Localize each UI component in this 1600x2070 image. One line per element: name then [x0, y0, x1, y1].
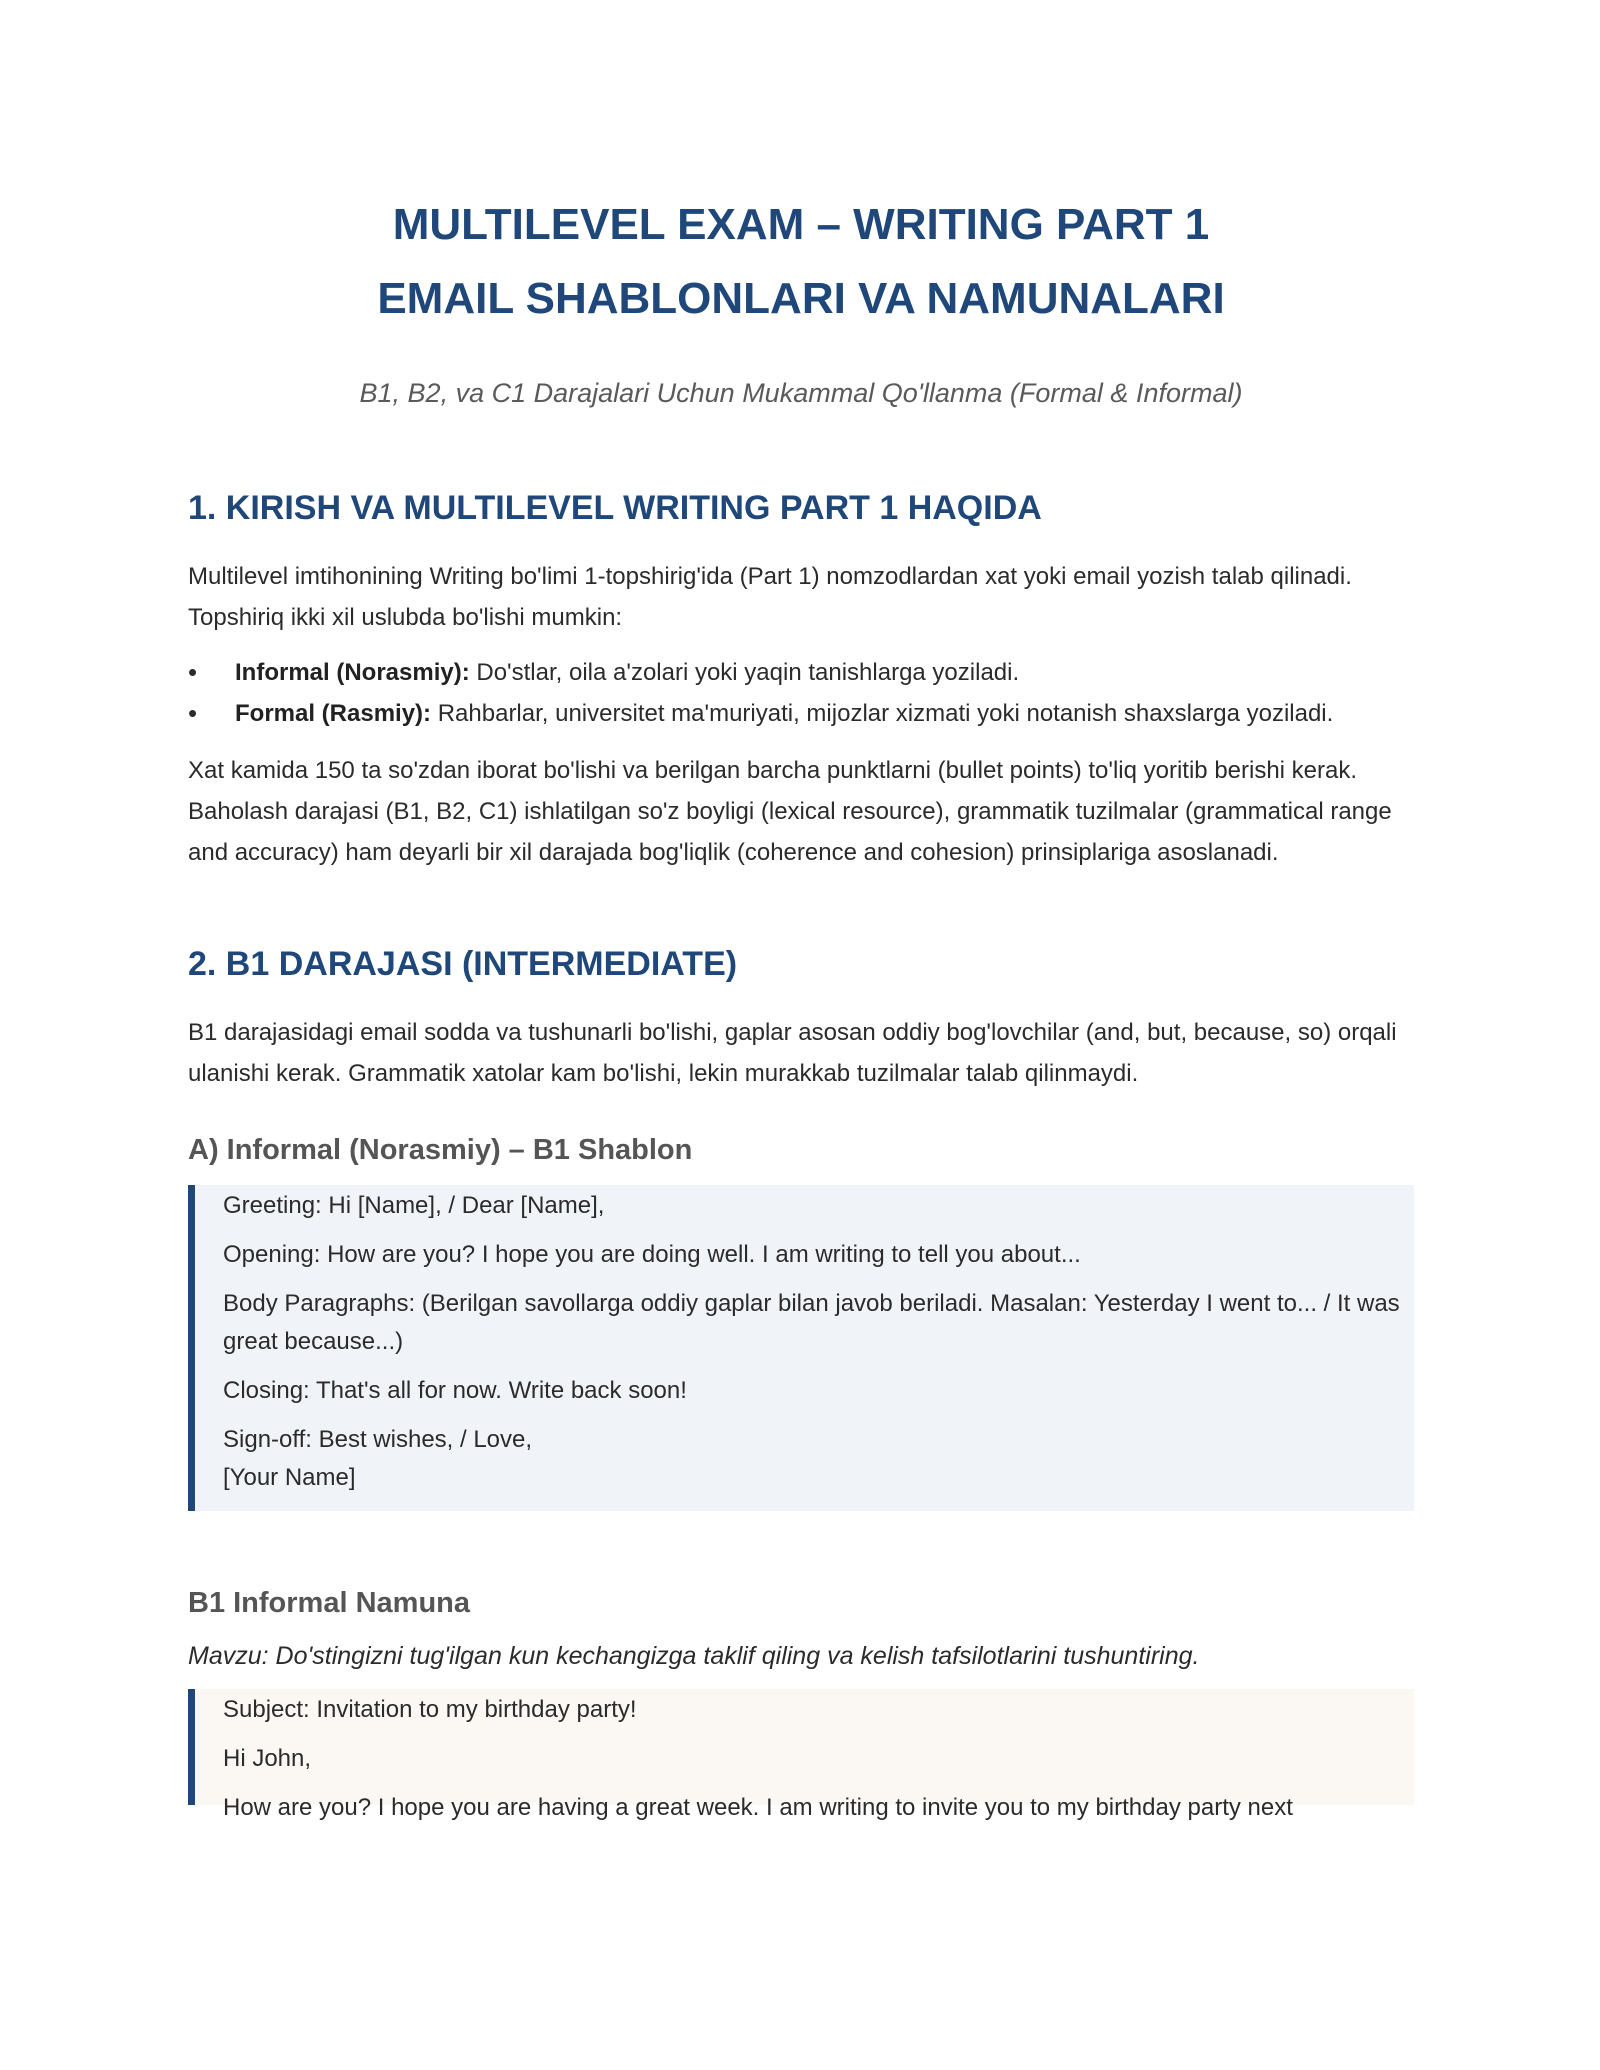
- section1-heading: 1. KIRISH VA MULTILEVEL WRITING PART 1 HAQIDA: [188, 489, 1042, 527]
- bullet-item-informal: [188, 652, 1414, 693]
- section1-outro: Xat kamida 150 ta so'zdan iborat bo'lishi va berilgan barcha punktlarni (bullet points) to'liq yoritib berishi kerak. Baholash darajasi (B1, B2, C1) ishlatilgan so'z boyligi (lexical resource), grammatik tuzilmalar (grammatical range and accuracy) ham deyarli bir xil darajada bog'liqlik (coherence and cohesion) prinsiplariga asoslanadi.: [188, 757, 1392, 866]
- template-closing: Closing: That's all for now. Write back soon!: [223, 1377, 687, 1404]
- document-title-line1: MULTILEVEL EXAM – WRITING PART 1: [392, 200, 1210, 249]
- style-bullet-list: [188, 652, 1414, 734]
- template-signoff: Sign-off: Best wishes, / Love,: [223, 1426, 533, 1453]
- sample-topic: Mavzu: Do'stingizni tug'ilgan kun kechangizga taklif qiling va kelish tafsilotlarini tushuntiring.: [188, 1642, 1200, 1670]
- section2-intro: B1 darajasidagi email sodda va tushunarli bo'lishi, gaplar asosan oddiy bog'lovchilar (and, but, because, so) orqali ulanishi kerak. Grammatik xatolar kam bo'lishi, lekin murakkab tuzilmalar talab qilinmaydi.: [188, 1019, 1397, 1087]
- document-title-line2: EMAIL SHABLONLARI VA NAMUNALARI: [377, 274, 1225, 323]
- bullet-term: Informal (Norasmiy):: [235, 659, 470, 686]
- bullet-item-formal: [188, 693, 1414, 734]
- template-heading: A) Informal (Norasmiy) – B1 Shablon: [188, 1134, 693, 1166]
- sample-greeting: Hi John,: [223, 1745, 312, 1772]
- template-opening: Opening: How are you? I hope you are doing well. I am writing to tell you about...: [223, 1241, 1081, 1268]
- template-greeting: Greeting: Hi [Name], / Dear [Name],: [223, 1192, 605, 1219]
- sample-body: How are you? I hope you are having a great week. I am writing to invite you to my birthday party next: [223, 1794, 1293, 1821]
- bullet-icon: •: [188, 657, 198, 687]
- section1-intro: Multilevel imtihonining Writing bo'limi 1-topshirig'ida (Part 1) nomzodlardan xat yoki email yozish talab qilinadi. Topshiriq ikki xil uslubda bo'lishi mumkin:: [188, 563, 1352, 631]
- template-box: [188, 1185, 1414, 1511]
- bullet-icon: •: [188, 698, 198, 728]
- bullet-term: Formal (Rasmiy):: [235, 700, 432, 727]
- sample-subject: Subject: Invitation to my birthday party!: [223, 1696, 637, 1723]
- template-body: Body Paragraphs: (Berilgan savollarga oddiy gaplar bilan javob beriladi. Masalan: Yesterday I went to... / It was great because...): [223, 1290, 1400, 1355]
- bullet-text: Rahbarlar, universitet ma'muriyati, mijozlar xizmati yoki notanish shaxslarga yoziladi.: [431, 700, 1334, 727]
- sample-box: [188, 1689, 1414, 1821]
- section2-heading: 2. B1 DARAJASI (INTERMEDIATE): [188, 945, 738, 983]
- document-page: [188, 0, 1414, 1821]
- bullet-text: Do'stlar, oila a'zolari yoki yaqin tanishlarga yoziladi.: [469, 659, 1020, 686]
- sample-heading: B1 Informal Namuna: [188, 1587, 470, 1619]
- document-subtitle: B1, B2, va C1 Darajalari Uchun Mukammal Qo'llanma (Formal & Informal): [359, 378, 1243, 408]
- template-name: [Your Name]: [223, 1464, 356, 1491]
